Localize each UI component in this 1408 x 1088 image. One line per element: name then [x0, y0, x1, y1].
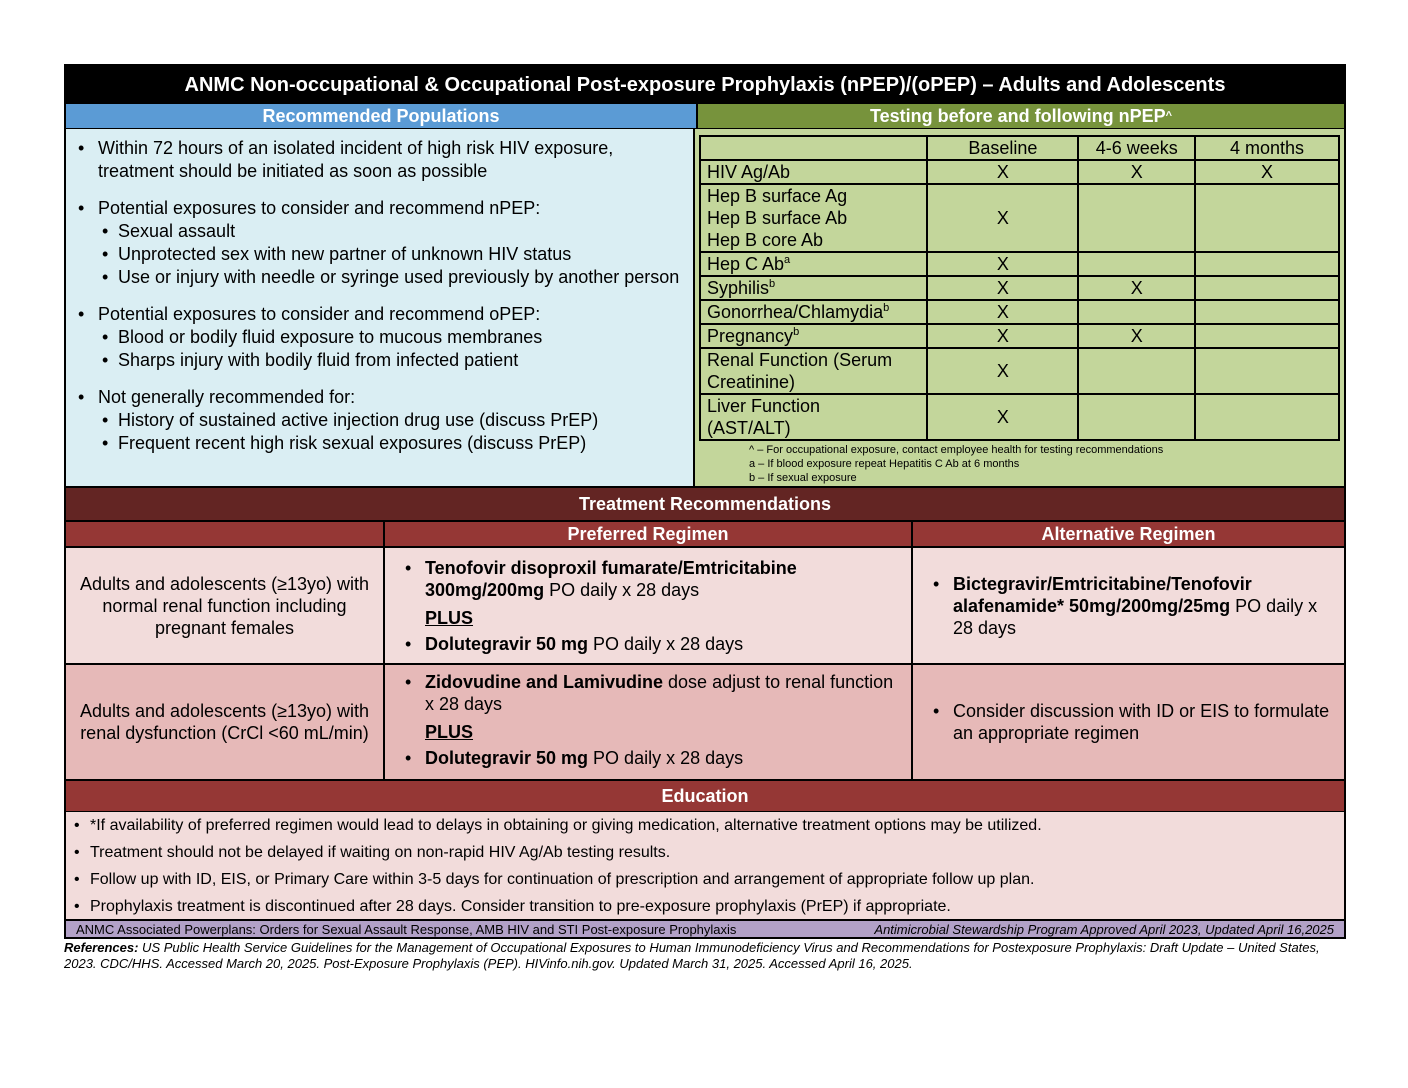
testing-heading-text: Testing before and following nPEP	[869, 105, 1166, 126]
preferred-drug-1-dosing: dose adjust to renal function x 28 days	[425, 672, 894, 714]
bullet-icon: •	[78, 387, 85, 407]
footer-powerplans: ANMC Associated Powerplans: Orders for Sexual Assault Response, AMB HIV and STI Post-exposure Prophylaxis	[76, 921, 737, 937]
preferred-drug-2-dosing: PO daily x 28 days	[588, 634, 744, 654]
regimen-row	[66, 546, 1344, 663]
education-item-text: *If availability of preferred regimen would lead to delays in obtaining or giving medication, alternative treatment options may be utilized.	[90, 816, 1042, 834]
testing-row	[700, 300, 1339, 324]
testing-mark-cell: X	[1078, 324, 1195, 348]
testing-mark-cell: X	[927, 160, 1078, 184]
population-item-text: Sexual assault	[118, 221, 236, 241]
testing-column-header: Baseline	[927, 136, 1078, 160]
population-group	[78, 137, 683, 183]
testing-test-line-wrap	[707, 277, 920, 299]
testing-mark-cell: X	[927, 276, 1078, 300]
testing-row	[700, 160, 1339, 184]
testing-mark-cell: X	[927, 348, 1078, 394]
testing-mark-cell	[1195, 394, 1339, 440]
bullet-icon: •	[74, 897, 80, 915]
preferred-drug-2	[405, 747, 899, 769]
population-item-text: Frequent recent high risk sexual exposures (discuss PrEP)	[118, 433, 587, 453]
preferred-regimen-heading: Preferred Regimen	[385, 522, 913, 546]
testing-note: ^ – For occupational exposure, contact employee health for testing recommendations	[749, 444, 1164, 456]
population-group-title	[78, 137, 683, 183]
bullet-icon: •	[405, 558, 412, 578]
testing-row	[700, 276, 1339, 300]
population-group	[78, 303, 683, 372]
preferred-drug-1	[405, 557, 899, 601]
education-item	[74, 839, 1336, 866]
preferred-regimen	[385, 665, 913, 779]
population-group-title-text: Potential exposures to consider and recommend oPEP:	[98, 304, 541, 324]
testing-footnote-marker: b	[883, 302, 890, 314]
footer-approval: Antimicrobial Stewardship Program Approved April 2023, Updated April 16,2025	[874, 921, 1334, 937]
testing-note: a – If blood exposure repeat Hepatitis C Ab at 6 months	[749, 458, 1020, 470]
testing-notes	[699, 443, 1340, 485]
testing-mark-cell	[1195, 252, 1339, 276]
testing-mark-cell	[1078, 252, 1195, 276]
references	[64, 940, 1346, 972]
testing-test-line-wrap	[707, 253, 920, 275]
testing-panel	[695, 129, 1344, 486]
bullet-icon: •	[102, 433, 109, 453]
testing-test-name	[700, 160, 927, 184]
testing-test-line-wrap	[707, 301, 920, 323]
preferred-drug-1-text	[425, 671, 899, 715]
top-section	[66, 128, 1344, 486]
regimen-population: Adults and adolescents (≥13yo) with renal dysfunction (CrCl <60 mL/min)	[66, 665, 385, 779]
testing-mark-cell: X	[1195, 160, 1339, 184]
testing-column-header: 4 months	[1195, 136, 1339, 160]
preferred-drug-1-drug: Tenofovir disoproxil fumarate/Emtricitabine 300mg/200mg	[425, 558, 797, 600]
population-item	[78, 243, 683, 266]
alternative-drug	[933, 573, 1332, 639]
population-item	[78, 220, 683, 243]
bullet-icon: •	[405, 634, 412, 654]
populations-list	[66, 129, 695, 486]
alternative-drug-drug: Bictegravir/Emtricitabine/Tenofovir alafenamide* 50mg/200mg/25mg	[953, 573, 1252, 616]
regimen-population: Adults and adolescents (≥13yo) with normal renal function including pregnant females	[66, 548, 385, 663]
alternative-drug-text	[953, 700, 1332, 744]
testing-test-line: Gonorrhea/Chlamydia	[707, 302, 884, 322]
pep-guideline-sheet	[64, 64, 1346, 939]
population-item-text: Use or injury with needle or syringe used previously by another person	[118, 267, 680, 287]
preferred-drug-1-text	[425, 557, 899, 601]
education-item	[74, 893, 1336, 920]
population-item	[78, 266, 683, 289]
education-item-text: Prophylaxis treatment is discontinued after 28 days. Consider transition to pre-exposure prophylaxis (PrEP) if appropriate.	[90, 897, 951, 915]
education-heading: Education	[66, 779, 1344, 811]
preferred-drug-1-drug: Zidovudine and Lamivudine	[425, 672, 664, 692]
testing-mark-cell	[1078, 348, 1195, 394]
education-item-text: Follow up with ID, EIS, or Primary Care within 3-5 days for continuation of prescription and arrangement of appropriate follow up plan.	[90, 870, 1035, 888]
bullet-icon: •	[102, 350, 109, 370]
bullet-icon: •	[78, 198, 85, 218]
bullet-icon: •	[74, 843, 80, 861]
preferred-drug-2-drug: Dolutegravir 50 mg	[425, 634, 589, 654]
population-item-text: Sharps injury with bodily fluid from infected patient	[118, 350, 519, 370]
testing-row	[700, 324, 1339, 348]
bullet-icon: •	[102, 244, 109, 264]
testing-row	[700, 394, 1339, 440]
preferred-drug-1-dosing: PO daily x 28 days	[544, 580, 700, 600]
testing-test-line: Hep B core Ab	[707, 230, 824, 250]
bullet-icon: •	[74, 816, 80, 834]
testing-test-name	[700, 184, 927, 252]
testing-test-name	[700, 300, 927, 324]
preferred-drug-2	[405, 633, 899, 655]
testing-mark-cell	[1195, 300, 1339, 324]
testing-test-line: Renal Function (Serum	[707, 350, 893, 370]
bullet-icon: •	[933, 573, 940, 594]
education-item	[74, 812, 1336, 839]
population-group-title-text: Potential exposures to consider and recommend nPEP:	[98, 198, 541, 218]
alternative-drug	[933, 700, 1332, 744]
testing-test-line: Liver Function	[707, 396, 821, 416]
testing-test-line: Syphilis	[707, 278, 770, 298]
testing-row	[700, 348, 1339, 394]
population-group-title	[78, 386, 683, 409]
testing-test-line: Hep B surface Ab	[707, 208, 848, 228]
alternative-drug-dosing: PO daily x 28 days	[953, 595, 1318, 638]
bullet-icon: •	[405, 748, 412, 768]
regimen-row	[66, 663, 1344, 779]
testing-mark-cell: X	[927, 394, 1078, 440]
population-item	[78, 409, 683, 432]
preferred-drug-2-dosing: PO daily x 28 days	[588, 748, 744, 768]
preferred-drug-2-text	[425, 633, 899, 655]
testing-test-line-wrap	[707, 325, 920, 347]
populations-heading: Recommended Populations	[66, 104, 698, 128]
bullet-icon: •	[102, 410, 109, 430]
testing-mark-cell	[1078, 300, 1195, 324]
bullet-icon: •	[405, 672, 412, 692]
alternative-drug-text	[953, 573, 1332, 639]
population-item	[78, 349, 683, 372]
testing-footnote-marker: a	[784, 254, 791, 266]
bullet-icon: •	[933, 701, 940, 721]
bullet-icon: •	[102, 327, 109, 347]
testing-mark-cell: X	[927, 324, 1078, 348]
testing-test-line: HIV Ag/Ab	[707, 162, 791, 182]
testing-row	[700, 184, 1339, 252]
population-group-title-text: Not generally recommended for:	[98, 387, 356, 407]
references-label: References:	[64, 940, 139, 955]
testing-test-line: (AST/ALT)	[707, 418, 791, 438]
testing-mark-cell	[1078, 394, 1195, 440]
testing-test-line: Hep C Ab	[707, 254, 785, 274]
testing-column-header: 4-6 weeks	[1078, 136, 1195, 160]
preferred-regimen	[385, 548, 913, 663]
testing-mark-cell: X	[927, 252, 1078, 276]
bullet-icon: •	[74, 870, 80, 888]
testing-test-name	[700, 276, 927, 300]
bullet-icon: •	[102, 221, 109, 241]
testing-footnote-marker: b	[793, 326, 800, 338]
testing-note: b – If sexual exposure	[749, 472, 857, 484]
bullet-icon: •	[78, 138, 85, 158]
testing-heading: Testing before and following nPEP ^	[698, 104, 1344, 128]
alternative-drug-dosing: Consider discussion with ID or EIS to formulate an appropriate regimen	[953, 701, 1330, 743]
preferred-drug-2-drug: Dolutegravir 50 mg	[425, 748, 589, 768]
testing-mark-cell	[1078, 184, 1195, 252]
education-list	[66, 811, 1344, 919]
regimen-headers	[66, 520, 1344, 546]
population-item-text: History of sustained active injection drug use (discuss PrEP)	[118, 410, 599, 430]
testing-mark-cell: X	[927, 300, 1078, 324]
sheet-title: ANMC Non-occupational & Occupational Post-exposure Prophylaxis (nPEP)/(oPEP) – Adults and Adolescents	[66, 66, 1344, 104]
treatment-heading: Treatment Recommendations	[66, 486, 1344, 520]
bullet-icon: •	[102, 267, 109, 287]
testing-test-line: Hep B surface Ag	[707, 186, 848, 206]
testing-test-name	[700, 252, 927, 276]
references-text: US Public Health Service Guidelines for the Management of Occupational Exposures to Human Immunodeficiency Virus and Recommendations for Postexposure Prophylaxis: Draft Update – United States, 2023. CDC/HHS. Accessed March 20, 2025. Post-Exposure Prophylaxis (PEP). HIVinfo.nih.gov. Updated March 31, 2025. Accessed April 16, 2025.	[64, 940, 1320, 971]
testing-test-line: Pregnancy	[707, 326, 794, 346]
population-group	[78, 197, 683, 289]
testing-table	[699, 135, 1340, 441]
plus-label: PLUS	[425, 722, 474, 742]
population-item	[78, 326, 683, 349]
population-group-title	[78, 303, 683, 326]
testing-mark-cell	[1195, 348, 1339, 394]
population-group-title	[78, 197, 683, 220]
population-group-title-text: Within 72 hours of an isolated incident of high risk HIV exposure, treatment should be initiated as soon as possible	[98, 138, 614, 181]
regimen-rows	[66, 546, 1344, 779]
testing-footnote-marker: b	[769, 278, 776, 290]
testing-mark-cell: X	[1078, 160, 1195, 184]
testing-corner-cell	[700, 136, 927, 160]
testing-test-name	[700, 324, 927, 348]
preferred-drug-2-text	[425, 747, 899, 769]
population-item-text: Blood or bodily fluid exposure to mucous membranes	[118, 327, 543, 347]
population-group	[78, 386, 683, 455]
testing-mark-cell	[1195, 184, 1339, 252]
education-item	[74, 866, 1336, 893]
population-item-text: Unprotected sex with new partner of unknown HIV status	[118, 244, 572, 264]
population-item	[78, 432, 683, 455]
top-section-headers	[66, 104, 1344, 128]
alternative-regimen	[913, 548, 1344, 663]
alternative-regimen	[913, 665, 1344, 779]
plus-label: PLUS	[425, 608, 474, 628]
testing-test-name	[700, 394, 927, 440]
education-item-text: Treatment should not be delayed if waiting on non-rapid HIV Ag/Ab testing results.	[90, 843, 671, 861]
testing-test-name	[700, 348, 927, 394]
testing-mark-cell	[1195, 276, 1339, 300]
testing-mark-cell: X	[927, 184, 1078, 252]
preferred-drug-1	[405, 671, 899, 715]
testing-header-row	[700, 136, 1339, 160]
testing-mark-cell	[1195, 324, 1339, 348]
testing-test-line: Creatinine)	[707, 372, 796, 392]
alternative-regimen-heading: Alternative Regimen	[1041, 523, 1216, 544]
testing-row	[700, 252, 1339, 276]
bullet-icon: •	[78, 304, 85, 324]
population-column-header	[66, 522, 385, 546]
footer-bar	[66, 919, 1344, 937]
testing-mark-cell: X	[1078, 276, 1195, 300]
